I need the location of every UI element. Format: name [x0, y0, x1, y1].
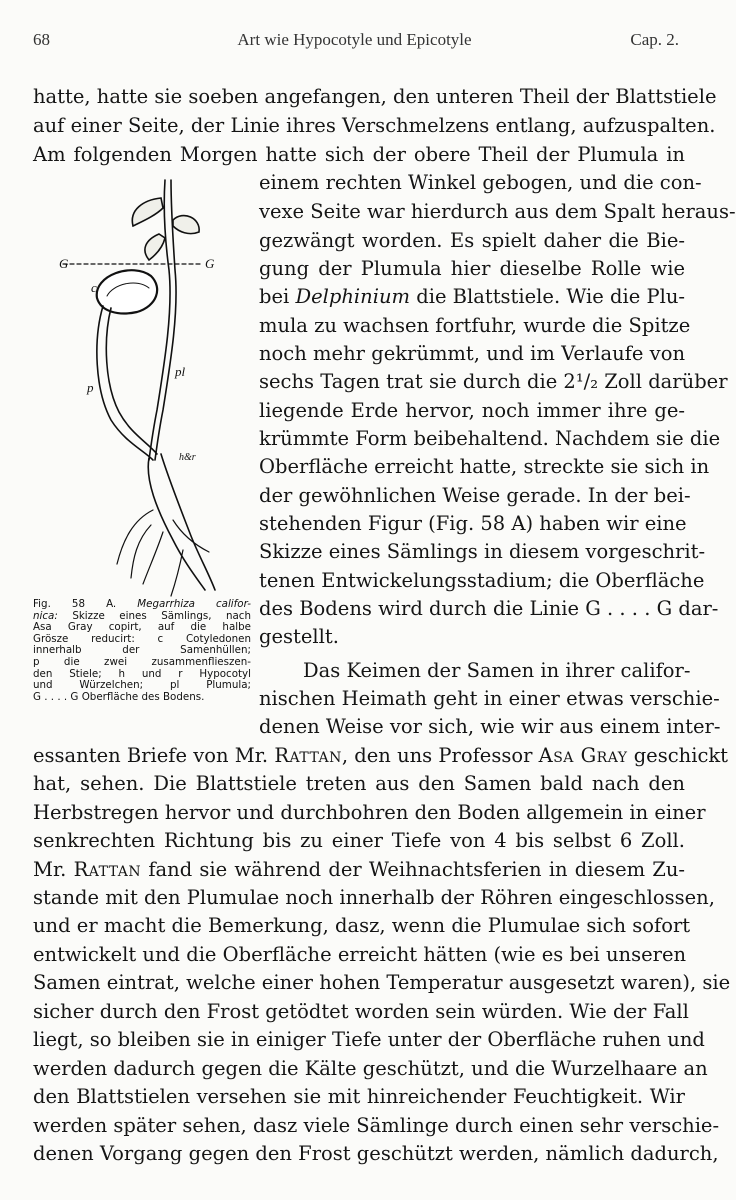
text-line: gung der Plumula hier dieselbe Rolle wie [259, 257, 685, 280]
label-pl: pl [175, 364, 186, 379]
figure-number: Fig. 58 A. [33, 598, 117, 610]
text-line: nischen Heimath geht in einer etwas verschie- [259, 687, 720, 710]
text-line: gestellt. [259, 625, 339, 648]
running-title: Art wie Hypocotyle und Epicotyle [237, 30, 472, 49]
label-g-left: G [59, 256, 69, 271]
text-line: Am folgenden Morgen hatte sich der obere Theil der Plumula in [33, 143, 685, 166]
text-line: Oberfläche erreicht hatte, streckte sie sich in [259, 455, 710, 478]
person-name: Rattan [274, 744, 342, 767]
text-line: gezwängt worden. Es spielt daher die Bie- [259, 229, 685, 252]
text-line: der gewöhnlichen Weise gerade. In der bei- [259, 484, 691, 507]
word: , den uns Professor [341, 744, 533, 767]
text-line: senkrechten Richtung bis zu einer Tiefe von 4 bis selbst 6 Zoll. [33, 829, 685, 852]
text-line: hat, sehen. Die Blattstiele treten aus den Samen bald nach den [33, 772, 685, 795]
text-line: des Bodens wird durch die Linie G . . . . G dar- [259, 597, 719, 620]
text-line: stehenden Figur (Fig. 58 A) haben wir eine [259, 512, 687, 535]
label-g-right: G [205, 256, 215, 271]
running-header [0, 30, 709, 58]
caption-row: Asa Gray copirt, auf die halbe [33, 621, 251, 634]
word: geschickt [633, 744, 729, 767]
text-line: sicher durch den Frost getödtet worden sein würden. Wie der Fall [33, 1000, 689, 1023]
caption-taxon: Megarrhiza califor- [137, 598, 251, 610]
chapter-label: Cap. 2. [630, 30, 679, 49]
text-line [259, 282, 685, 312]
caption-row: den Stiele; h und r Hypocotyl [33, 667, 251, 680]
text-line: auf einer Seite, der Linie ihres Verschmelzens entlang, aufzuspalten. [33, 114, 716, 137]
text-line: tenen Entwickelungsstadium; die Oberfläche [259, 569, 705, 592]
word: bei [259, 285, 290, 308]
caption-text: Skizze eines Sämlings, nach [72, 609, 251, 622]
text-line: Herbstregen hervor und durchbohren den Boden allgemein in einer [33, 801, 706, 824]
caption-row: innerhalb der Samenhüllen; [33, 644, 251, 657]
text-line: liegende Erde hervor, noch immer ihre ge- [259, 399, 685, 422]
caption-row: und Würzelchen; pl Plumula; [33, 679, 251, 692]
text-line: Skizze eines Sämlings in diesem vorgeschrit- [259, 540, 706, 563]
label-c: c [91, 280, 97, 295]
word: essanten Briefe von Mr. [33, 744, 269, 767]
caption-taxon: nica: [33, 609, 58, 622]
word: Mr. [33, 858, 67, 881]
text-line: Samen eintrat, welche einer hohen Temperatur ausgesetzt waren), sie [33, 971, 731, 994]
text-line: einem rechten Winkel gebogen, und die con- [259, 171, 702, 194]
label-p: p [87, 380, 94, 395]
text-line: mula zu wachsen fortfuhr, wurde die Spitze [259, 314, 691, 337]
caption-row: p die zwei zusammenflieszen- [33, 655, 251, 668]
page-number: 68 [33, 30, 50, 49]
text-line: werden später sehen, dasz viele Sämlinge durch einen sehr verschie- [33, 1114, 720, 1137]
text-line [33, 741, 729, 771]
text-line: krümmte Form beibehaltend. Nachdem sie die [259, 427, 721, 450]
text-line [33, 855, 685, 885]
text-line: vexe Seite war hierdurch aus dem Spalt heraus- [259, 200, 736, 223]
person-name: Asa Gray [538, 744, 628, 767]
text-line: noch mehr gekrümmt, und im Verlaufe von [259, 342, 685, 365]
word: die Blattstiele. Wie die Plu- [416, 285, 685, 308]
taxon-name: Delphinium [295, 285, 411, 308]
figure-caption [33, 599, 251, 703]
word: fand sie während der Weihnachtsferien in diesem Zu- [148, 858, 685, 881]
label-hr: h&r [179, 452, 196, 463]
text-line: hatte, hatte sie soeben angefangen, den unteren Theil der Blattstiele [33, 85, 717, 108]
text-line: und er macht die Bemerkung, dasz, wenn die Plumulae sich sofort [33, 914, 691, 937]
text-line: entwickelt und die Oberfläche erreicht hätten (wie es bei unseren [33, 943, 687, 966]
text-line: Das Keimen der Samen in ihrer califor- [303, 659, 691, 682]
caption-row: G . . . . G Oberfläche des Bodens. [33, 690, 205, 703]
text-line: stande mit den Plumulae noch innerhalb der Röhren eingeschlossen, [33, 886, 715, 909]
text-line: werden dadurch gegen die Kälte geschützt, und die Wurzelhaare an [33, 1057, 708, 1080]
text-line: sechs Tagen trat sie durch die 2¹/₂ Zoll darüber [259, 370, 728, 393]
seedling-illustration [33, 180, 253, 600]
text-line: denen Weise vor sich, wie wir aus einem inter- [259, 715, 721, 738]
text-line: denen Vorgang gegen den Frost geschützt werden, nämlich dadurch, [33, 1142, 719, 1165]
person-name: Rattan [73, 858, 142, 881]
seedling-figure [33, 180, 253, 600]
text-line: den Blattstielen versehen sie mit hinreichender Feuchtigkeit. Wir [33, 1085, 685, 1108]
caption-row: Grösze reducirt: c Cotyledonen [33, 632, 251, 645]
text-line: liegt, so bleiben sie in einiger Tiefe unter der Oberfläche ruhen und [33, 1028, 705, 1051]
